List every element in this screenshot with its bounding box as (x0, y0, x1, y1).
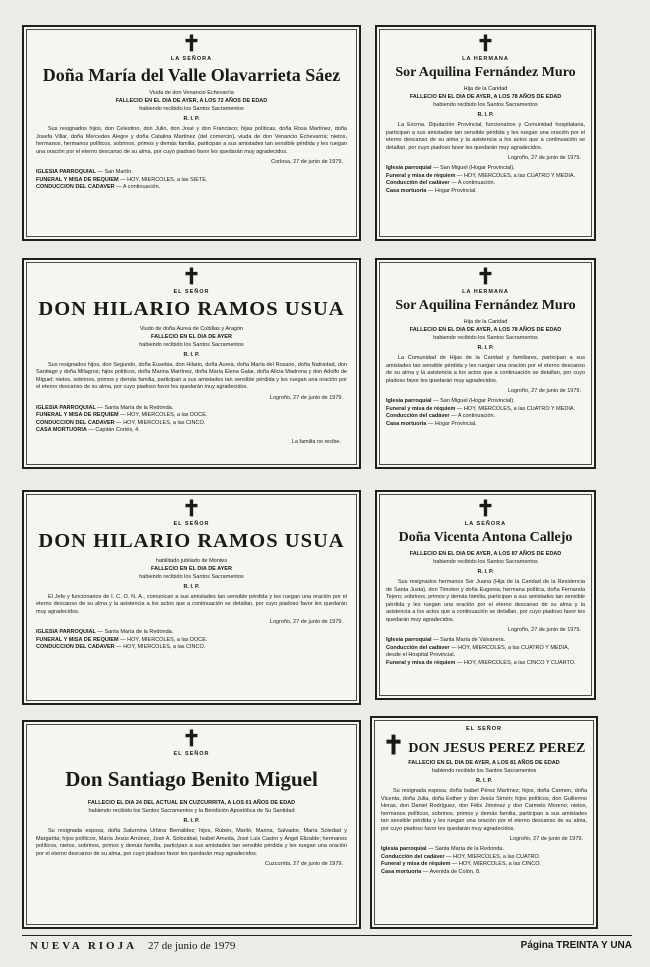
notice-subtitle: Hija de la Caridad (463, 319, 508, 325)
place-date: Corlosa, 27 de junio de 1979. (271, 159, 343, 165)
notice-body: La Comunidad de Hijas de la Caridad y familiares, participan a sus amistades tan sensible pérdida y les ruegan una oración por el eterno descanso de su alma y la asistencia a los actos que a continuación se detallan, por cuyo piadoso favor les quedarán muy agradecidos. (386, 355, 585, 384)
rip-label: R. I. P. (183, 818, 200, 824)
detail-row: Casa mortuoria — Hogar Provincial. (386, 420, 477, 427)
notice-subtitle: Hija de la Caridad (463, 86, 508, 92)
cross-icon: ✝ (182, 264, 201, 289)
service-details (386, 398, 585, 428)
detail-row: Conducción del cadáver — HOY, MIERCOLES, a las CUATRO Y MEDIA, desde el Hospital Provincial. (386, 644, 570, 658)
place-date: Logroño, 27 de junio de 1979. (507, 388, 581, 394)
obituary-notice-4 (375, 258, 596, 469)
rip-label: R. I. P. (477, 569, 494, 575)
detail-row: Conducción del cadáver — HOY, MIERCOLES, a las CUATRO. (381, 853, 541, 860)
detail-row: CONDUCCION DEL CADAVER — HOY, MIERCOLES, a las CINCO. (36, 644, 206, 650)
notice-body: Su resignada esposa, doña Isabel Pérez Martínez; hijos, doña Carmen, doña Vicenta, doña Julia, doña Esther y don Jesús Simón; hijos políticos, don Guillermo Heras, don Daniel Rodríguez, don Félix Jiménez y don Carmelo Moreno; nietos, hermanos políticos, sobrinos, primos y demás familia, participan a sus amistades tan sensible pérdida y les ruegan una oración por el eterno descanso de su alma, por cuyo piadoso favor les quedarán muy agradecidos. (381, 788, 587, 832)
notice-honorific: LA HERMANA (462, 56, 509, 62)
detail-row: FUNERAL Y MISA DE REQUIEM — HOY, MIERCOLES, a las SIETE. (36, 176, 208, 183)
notice-honorific: LA SEÑORA (464, 521, 507, 527)
deceased-name: Doña Vicenta Antona Callejo (398, 530, 573, 545)
deceased-name: Sor Aquilina Fernández Muro (395, 298, 576, 313)
sacraments-line: habiendo recibido los Santos Sacramentos (139, 341, 244, 348)
deceased-name: DON HILARIO RAMOS USUA (38, 298, 345, 320)
detail-row: IGLESIA PARROQUIAL — Santa María de la Redonda. (36, 629, 174, 635)
death-line: FALLECIO EN EL DIA DE AYER (151, 565, 232, 572)
notice-subtitle: Viuda de don Venancio Echevarría (149, 90, 234, 96)
obituary-notice-2 (375, 25, 596, 241)
sacraments-line: habiendo recibido los Santos Sacramentos (139, 106, 244, 112)
newspaper-name: NUEVA RIOJA (30, 940, 138, 952)
page-footer (30, 940, 632, 956)
notice-body: Sus resignados hermanos Sor Juana (Hija de la Caridad de la Residencia de Santa Justa), don Timoteo y doña Eugenia; hermana política, doña Fernanda Tejero; sobrinos, primos y demás familia, participan a sus amistades tan sensible pérdida y les ruegan una oración por el eterno descanso de su alma y la asistencia a los actos que a continuación se detallan, por cuyo piadoso favor les quedarán muy agradecidos. (386, 579, 585, 623)
detail-row: Funeral y misa de réquiem — HOY, MIERCOLES, a las CUATRO Y MEDIA. (386, 172, 576, 179)
place-date: Logroño, 27 de junio de 1979. (507, 155, 581, 161)
rip-label: R. I. P. (183, 116, 200, 122)
place-date: Logroño, 27 de junio de 1979. (269, 619, 343, 625)
cross-icon: ✝ (476, 31, 495, 56)
detail-row: Casa mortuoria — Avenida de Colón, 8. (381, 868, 481, 875)
cross-icon: ✝ (476, 264, 495, 289)
detail-row: Iglesia parroquial — Santa María de Valvanera. (386, 637, 506, 643)
death-line: FALLECIO EN EL DIA DE AYER, A LOS 78 AÑOS DE EDAD (409, 327, 562, 333)
notice-honorific: EL SEÑOR (173, 289, 210, 295)
place-date: Logroño, 27 de junio de 1979. (507, 627, 581, 633)
death-line: FALLECIO EN EL DIA DE AYER, A LOS 87 AÑOS DE EDAD (409, 551, 562, 557)
notice-body: Sus resignados hijos, don Segundo, doña Eusebia, don Hilario, doña Aurea, doña María del Rosario, doña Natividad, don Santiago y doña Milagros; hijos políticos, doña Marina Martínez, doña María Elena Galar, doña Alicia Madrona y don Adolfo de Miguel; nietos, sobrinos, primos y demás familia, participan a sus amistades tan sensible pérdida y les ruegan una oración por el eterno descanso de su alma, por cuyo piadoso favor les quedarán muy agradecidos. (36, 361, 347, 390)
place-date: Cuzcurrita, 27 de junio de 1979. (265, 861, 343, 867)
notice-honorific: LA HERMANA (462, 289, 509, 295)
detail-row: Casa mortuoria — Hogar Provincial. (386, 187, 477, 194)
detail-row: CASA MORTUORIA — Capitán Cortés, 4. (36, 427, 140, 433)
detail-row: FUNERAL Y MISA DE REQUIEM — HOY, MIERCOLES, a las DOCE. (36, 636, 208, 643)
detail-row: FUNERAL Y MISA DE REQUIEM — HOY, MIERCOLES, a las DOCE. (36, 412, 208, 418)
service-details (386, 165, 585, 195)
detail-row: IGLESIA PARROQUIAL — San Martín. (36, 169, 133, 175)
detail-row: Iglesia parroquial — San Miguel (Hogar Provincial). (386, 398, 515, 404)
rip-label: R. I. P. (183, 583, 200, 590)
detail-row: CONDUCCION DEL CADAVER — A continuación. (36, 184, 161, 190)
death-line: FALLECIO EN EL DIA DE AYER (151, 333, 232, 340)
deceased-name: Don Santiago Benito Miguel (65, 767, 318, 791)
notice-honorific: EL SEÑOR (173, 521, 210, 527)
death-line: FALLECIO EL DIA 24 DEL ACTUAL EN CUZCURRITA, A LOS 61 AÑOS DE EDAD (87, 800, 296, 806)
detail-row: CONDUCCION DEL CADAVER — HOY, MIERCOLES, a las CINCO. (36, 419, 206, 426)
cross-icon: ✝ (182, 726, 201, 751)
death-line: FALLECIO EN EL DIA DE AYER, A LOS 78 AÑOS DE EDAD (409, 94, 562, 100)
detail-row: Funeral y misa de réquiem — HOY, MIERCOLES, a las CINCO. (381, 861, 542, 867)
issue-date: 27 de junio de 1979 (148, 940, 236, 952)
notice-subtitle: Viudo de doña Aurea de Cubillas y Aragón (139, 325, 244, 332)
obituary-notice-1 (22, 25, 361, 241)
rip-label: R. I. P. (477, 345, 494, 351)
service-details (386, 637, 585, 667)
cross-icon: ✝ (476, 496, 495, 521)
deceased-name: Doña María del Valle Olavarrieta Sáez (42, 65, 341, 85)
notice-honorific: LA SEÑORA (170, 56, 213, 62)
cross-icon: ✝ (382, 731, 405, 760)
detail-row: Conducción del cadáver — A continuación. (386, 413, 496, 419)
rip-label: R. I. P. (183, 351, 200, 358)
service-details (36, 169, 347, 192)
service-details (381, 846, 587, 876)
cross-icon: ✝ (182, 496, 201, 521)
death-line: FALLECIO EN EL DIA DE AYER, A LOS 81 AÑOS DE EDAD (408, 760, 560, 766)
family-note: La familia no recibe. (291, 438, 341, 445)
footer-rule (22, 935, 632, 936)
notice-honorific: EL SEÑOR (173, 751, 210, 757)
notice-body: Su resignada esposa, doña Saturnina Urbina Bernáldez; hijos, Rubén, Mariló, Marina, Salvador, María Soledad y Margarita; hijos políticos, María Jesús Arrúnez, José A. Solozábal, Isabel Arneda, José Luis Castro y Ángel Elizalde; hermanos políticos, nietos, sobrinos, primos y demás familia, participan a sus amistades tan sensible pérdida y les ruegan una oración por el eterno descanso de su alma, por cuyo piadoso favor les quedarán muy agradecidos. (36, 828, 347, 857)
detail-row: IGLESIA PARROQUIAL — Santa María de la Redonda. (36, 404, 174, 411)
service-details (36, 629, 347, 652)
sacraments-line: habiendo recibido los Santos Sacramentos (139, 573, 244, 580)
notice-honorific: EL SEÑOR (465, 726, 502, 732)
cross-icon: ✝ (182, 31, 201, 56)
death-line: FALLECIO EN EL DIA DE AYER, A LOS 72 AÑOS DE EDAD (115, 98, 268, 104)
sacraments-line: habiendo recibido los Santos Sacramentos y la Bendición Apostólica de Su Santidad (88, 808, 295, 814)
sacraments-line: habiendo recibido los Santos Sacramentos (433, 335, 538, 341)
obituary-notice-5 (22, 490, 361, 705)
sacraments-line: habiendo recibido los Santos Sacramentos (433, 102, 538, 108)
detail-row: Conducción del cadáver — A continuación. (386, 180, 496, 186)
obituary-notice-7 (22, 720, 361, 929)
place-date: Logroño, 27 de junio de 1979. (509, 836, 583, 842)
detail-row: Funeral y misa de réquiem — HOY, MIERCOLES, a las CINCO Y CUARTO. (386, 659, 576, 666)
deceased-name: Sor Aquilina Fernández Muro (395, 65, 576, 80)
obituary-notice-8 (370, 716, 598, 929)
detail-row: Iglesia parroquial — San Miguel (Hogar Provincial). (386, 165, 515, 171)
page-number: Página TREINTA Y UNA (520, 940, 632, 951)
notice-subtitle: habilitado jubilado de Montes (155, 557, 228, 564)
detail-row: Iglesia parroquial — Santa María de la Redonda. (381, 846, 504, 852)
place-date: Logroño, 27 de junio de 1979. (269, 394, 343, 401)
rip-label: R. I. P. (477, 112, 494, 118)
deceased-name: DON HILARIO RAMOS USUA (38, 530, 345, 552)
notice-body: Sus resignados hijos, don Celestino, don Julio, don José y don Francisco; hijas políticas, doña Rosa Martínez, doña Josefa Villar, doña Mercedes Alegre y doña Catalina Martínez (del comercio), viuda de don Venancio Echevarría; nietos, hermanos, hermanos políticos, sobrinos, primos y demás familia, participan a sus amistades tan sensible pérdida y les ruegan una oración por el eterno descanso de su alma, por cuyo piadoso favor les quedarán muy agradecidos. (36, 126, 347, 155)
service-details (36, 405, 347, 435)
sacraments-line: habiendo recibido los Santos Sacramentos (433, 559, 538, 565)
notice-body: El Jefe y funcionarios de I. C. O. N. A., comunican a sus amistades tan sensible pérdida y les ruegan una oración por el eterno descanso de su alma y la asistencia a los actos que a continuación se detallan, por cuyo piadoso favor les quedarán muy agradecidos. (36, 593, 347, 615)
obituary-notice-3 (22, 258, 361, 469)
detail-row: Funeral y misa de réquiem — HOY, MIERCOLES, a las CUATRO Y MEDIA. (386, 405, 576, 412)
sacraments-line: habiendo recibido los Santos Sacramentos (431, 768, 537, 774)
rip-label: R. I. P. (475, 778, 493, 784)
notice-body: La Excma. Diputación Provincial, funcionarios y Comunidad hospitalaria, participan a sus amistades tan sensible pérdida y les ruegan una oración por el eterno descanso de su alma y la asistencia a los actos que a continuación se detallan, por cuyo piadoso favor les quedarán muy agradecidos. (386, 122, 585, 151)
deceased-name: ✝ DON JESUS PEREZ PEREZ (382, 731, 586, 760)
obituary-notice-6 (375, 490, 596, 700)
